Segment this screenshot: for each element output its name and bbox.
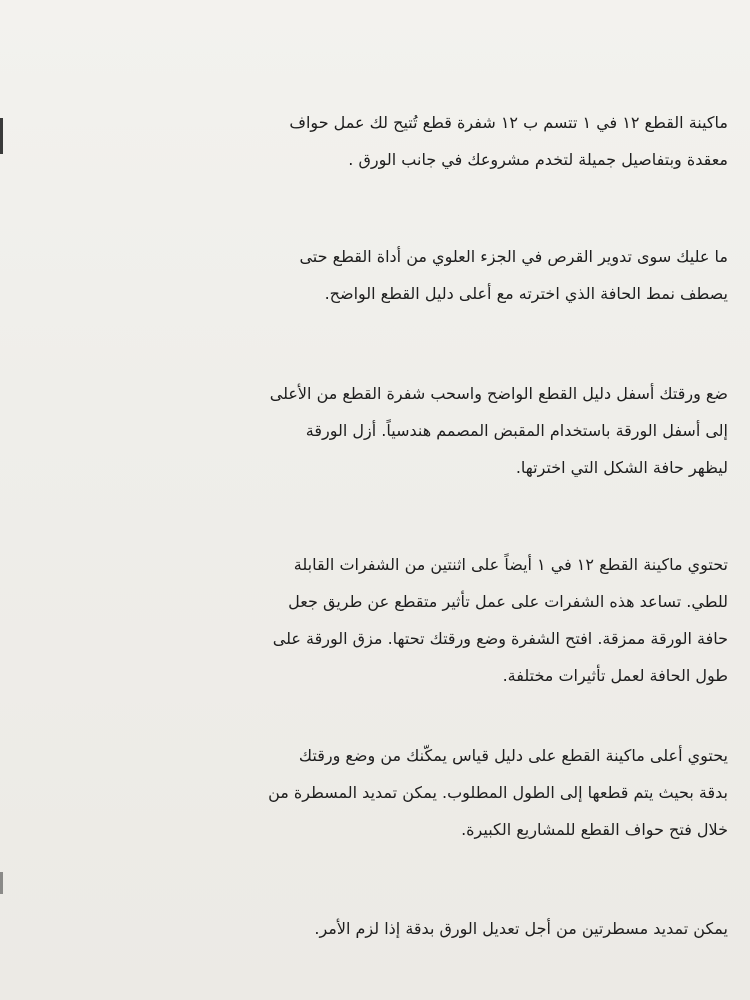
- text-line: خلال فتح حواف القطع للمشاريع الكبيرة.: [461, 820, 728, 839]
- text-line: ليظهر حافة الشكل التي اخترتها.: [515, 458, 728, 477]
- paragraph-rotate-dial: [8, 238, 728, 312]
- text-line: بدقة بحيث يتم قطعها إلى الطول المطلوب. يمكن تمديد المسطرة من: [268, 783, 728, 802]
- text-line: حافة الورقة ممزقة. افتح الشفرة وضع ورقتك تحتها. مزق الورقة على: [272, 629, 728, 648]
- page-edge-mark: [0, 118, 3, 154]
- paragraph-extend-rulers: [8, 910, 728, 947]
- text-line: إلى أسفل الورقة باستخدام المقبض المصمم هندسياً. أزل الورقة: [305, 421, 728, 440]
- page-edge-mark: [0, 872, 3, 894]
- paragraph-folding-blades: [8, 546, 728, 694]
- text-line: معقدة وبتفاصيل جميلة لتخدم مشروعك في جانب الورق .: [348, 150, 728, 169]
- text-line: طول الحافة لعمل تأثيرات مختلفة.: [502, 666, 728, 685]
- paragraph-cutting-blades: [8, 104, 728, 178]
- text-line: ما عليك سوى تدوير القرص في الجزء العلوي من أداة القطع حتى: [299, 247, 728, 266]
- paragraph-measuring-guide: [8, 737, 728, 848]
- text-line: تحتوي ماكينة القطع ١٢ في ١ أيضاً على اثنتين من الشفرات القابلة: [293, 555, 728, 574]
- text-line: للطي. تساعد هذه الشفرات على عمل تأثير متقطع عن طريق جعل: [288, 592, 728, 611]
- text-line: يصطف نمط الحافة الذي اخترته مع أعلى دليل القطع الواضح.: [324, 284, 728, 303]
- paragraph-place-paper: [8, 375, 728, 486]
- text-line: يحتوي أعلى ماكينة القطع على دليل قياس يمكّنك من وضع ورقتك: [298, 746, 728, 765]
- text-line: ضع ورقتك أسفل دليل القطع الواضح واسحب شفرة القطع من الأعلى: [269, 384, 728, 403]
- text-line: يمكن تمديد مسطرتين من أجل تعديل الورق بدقة إذا لزم الأمر.: [314, 919, 728, 938]
- text-line: ماكينة القطع ١٢ في ١ تتسم ب ١٢ شفرة قطع تُتيح لك عمل حواف: [289, 113, 728, 132]
